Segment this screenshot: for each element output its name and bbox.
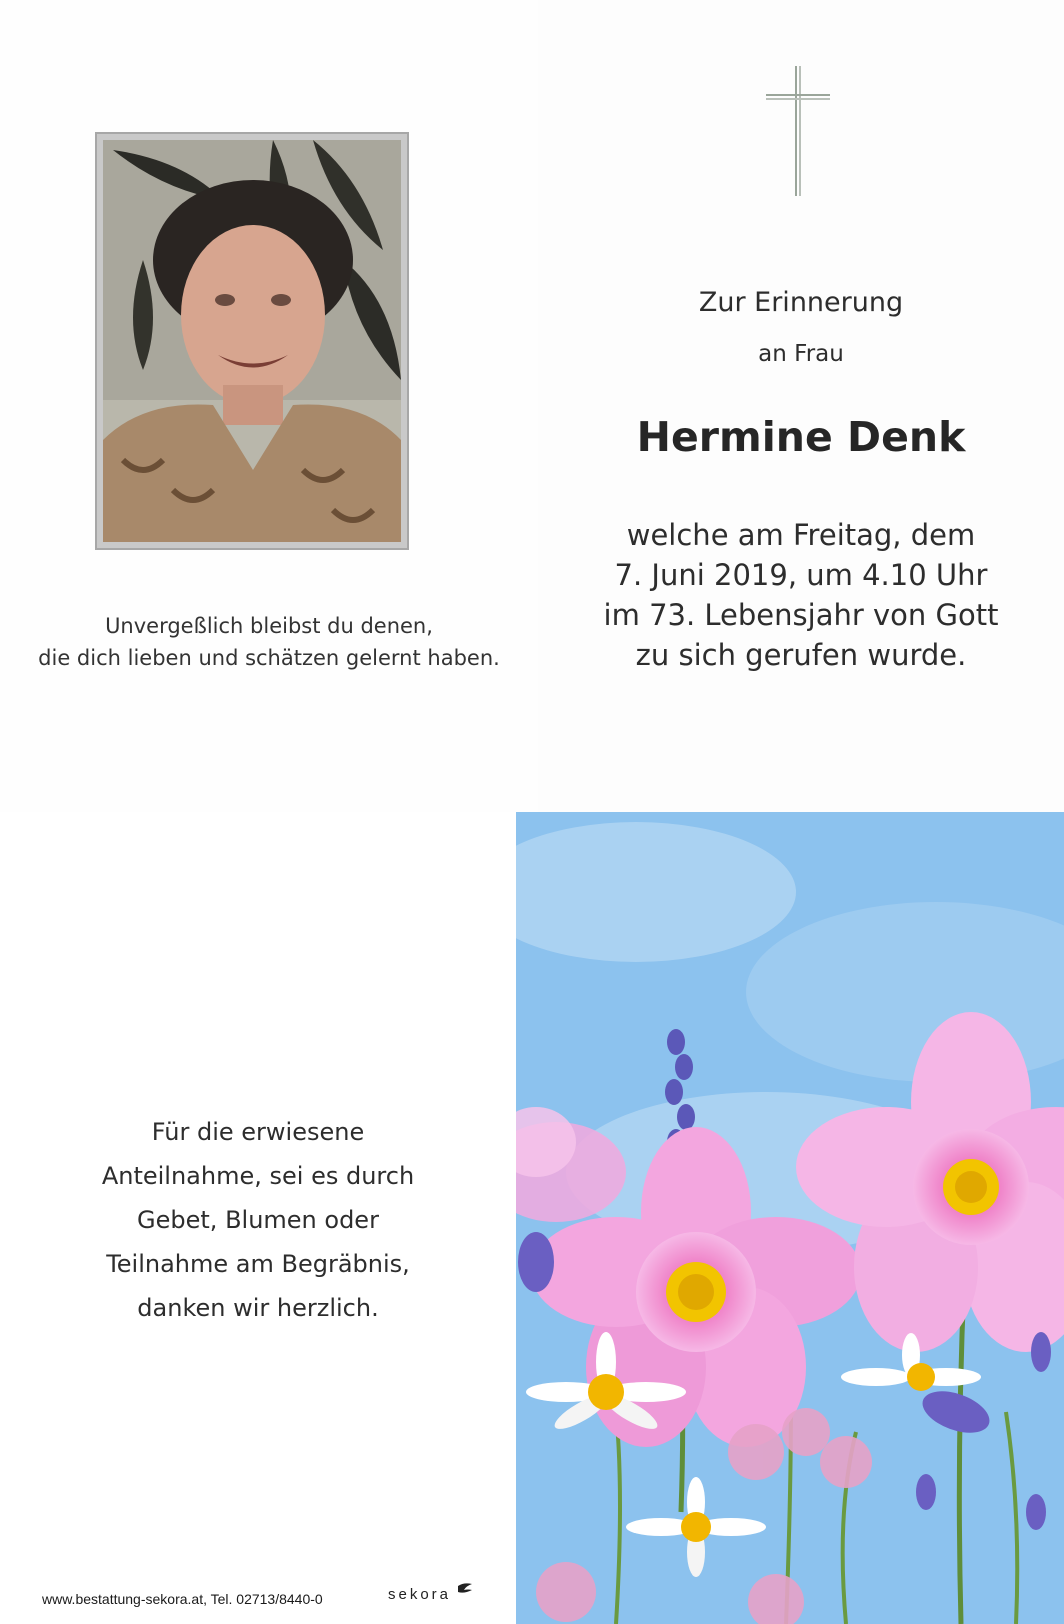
card-panel-memorial bbox=[538, 0, 1064, 812]
sekora-logo bbox=[388, 1580, 478, 1614]
thanks-line: Anteilnahme, sei es durch bbox=[101, 1162, 415, 1190]
card-panel-photo bbox=[0, 0, 538, 812]
thanks-line: Teilnahme am Begräbnis, bbox=[106, 1250, 410, 1278]
memorial-title: Zur Erinnerung bbox=[698, 287, 904, 318]
bird-icon bbox=[388, 1580, 478, 1614]
portrait-image bbox=[103, 140, 401, 542]
memorial-text-line: 7. Juni 2019, um 4.10 Uhr bbox=[614, 558, 988, 592]
memorial-subtitle: an Frau bbox=[758, 341, 844, 367]
flower-image bbox=[516, 812, 1064, 1624]
thanks-line: Gebet, Blumen oder bbox=[137, 1206, 379, 1234]
memorial-text-line: im 73. Lebensjahr von Gott bbox=[603, 598, 999, 632]
portrait-photo bbox=[95, 132, 409, 550]
memorial-text-line: welche am Freitag, dem bbox=[626, 518, 976, 552]
deceased-name: Hermine Denk bbox=[636, 413, 966, 461]
quote-line: die dich lieben und schätzen gelernt haben. bbox=[38, 646, 500, 670]
thanks-line: danken wir herzlich. bbox=[137, 1294, 379, 1322]
card-panel-flowers bbox=[516, 812, 1064, 1624]
footer-contact: www.bestattung-sekora.at, Tel. 02713/8440-0 bbox=[42, 1591, 323, 1607]
memorial-text-line: zu sich gerufen wurde. bbox=[635, 638, 967, 672]
quote-line: Unvergeßlich bleibst du denen, bbox=[105, 614, 433, 638]
logo-text: sekora bbox=[388, 1586, 452, 1603]
cross-icon bbox=[766, 66, 830, 196]
thanks-line: Für die erwiesene bbox=[151, 1118, 365, 1146]
